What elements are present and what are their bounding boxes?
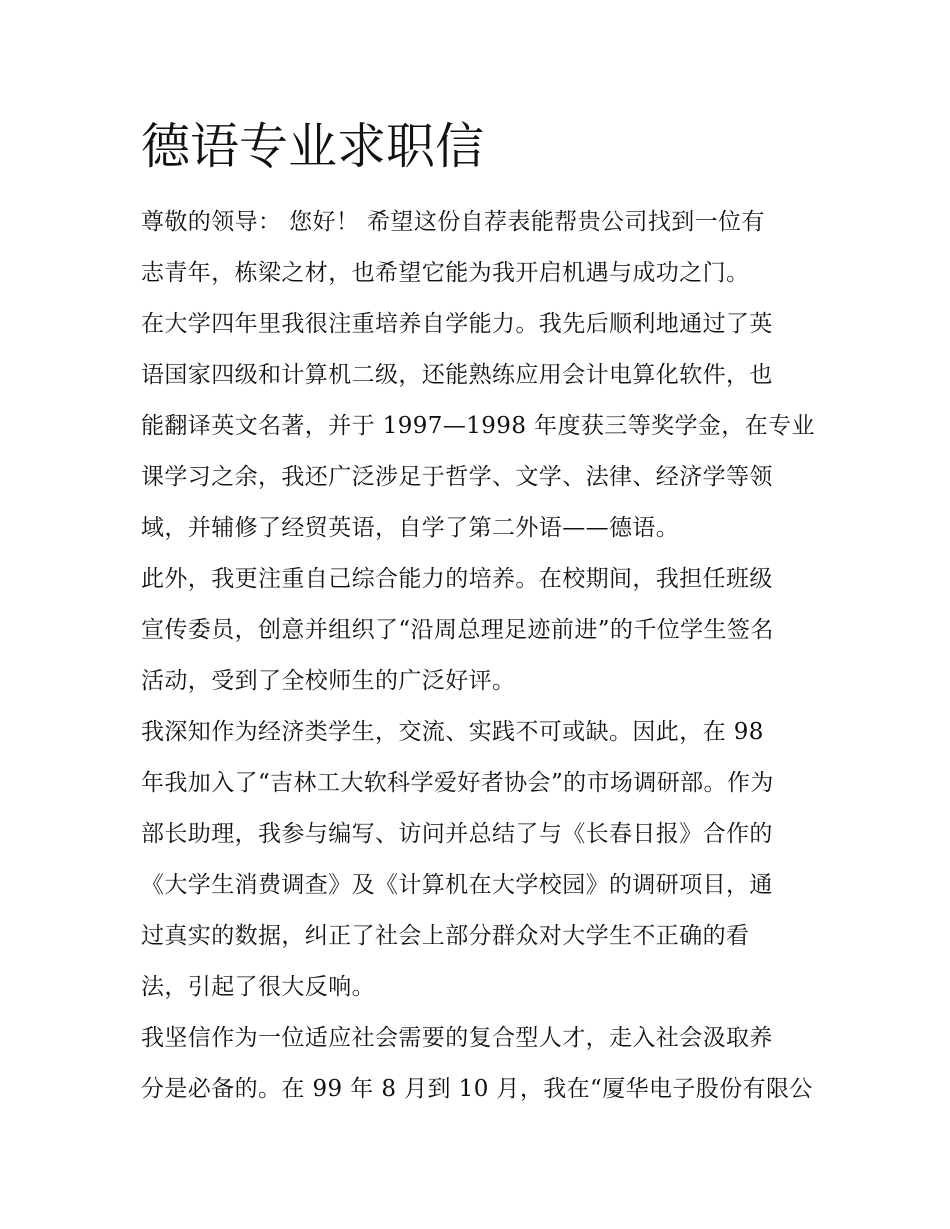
- body-line: 活动，受到了全校师生的广泛好评。: [141, 668, 516, 694]
- body-line: 尊敬的领导： 您好！ 希望这份自荐表能帮贵公司找到一位有: [141, 209, 765, 235]
- body-line: 部长助理，我参与编写、访问并总结了与《长春日报》合作的: [141, 821, 773, 847]
- body-line: 年我加入了“吉林工大软科学爱好者协会”的市场调研部。作为: [141, 770, 774, 796]
- body-line: 在大学四年里我很注重培养自学能力。我先后顺利地通过了英: [141, 311, 773, 337]
- body-line: 此外，我更注重自己综合能力的培养。在校期间，我担任班级: [141, 566, 773, 592]
- body-line: 我深知作为经济类学生，交流、实践不可或缺。因此，在 98: [141, 719, 764, 745]
- body-line: 过真实的数据，纠正了社会上部分群众对大学生不正确的看: [141, 923, 750, 949]
- body-line: 宣传委员，创意并组织了“沿周总理足迹前进”的千位学生签名: [141, 617, 774, 643]
- body-line: 域，并辅修了经贸英语，自学了第二外语——德语。: [141, 515, 680, 541]
- body-line: 分是必备的。在 99 年 8 月到 10 月，我在“厦华电子股份有限公: [141, 1076, 813, 1102]
- body-line: 能翻译英文名著，并于 1997—1998 年度获三等奖学金，在专业: [141, 413, 815, 439]
- body-line: 《大学生消费调查》及《计算机在大学校园》的调研项目，通: [141, 872, 773, 898]
- body-line: 志青年，栋梁之材，也希望它能为我开启机遇与成功之门。: [141, 260, 750, 286]
- body-line: 课学习之余，我还广泛涉足于哲学、文学、法律、经济学等领: [141, 464, 773, 490]
- document-title: 德语专业求职信: [141, 118, 485, 175]
- body-line: 法，引起了很大反响。: [141, 974, 375, 1000]
- body-line: 语国家四级和计算机二级，还能熟练应用会计电算化软件，也: [141, 362, 773, 388]
- body-line: 我坚信作为一位适应社会需要的复合型人才，走入社会汲取养: [141, 1025, 773, 1051]
